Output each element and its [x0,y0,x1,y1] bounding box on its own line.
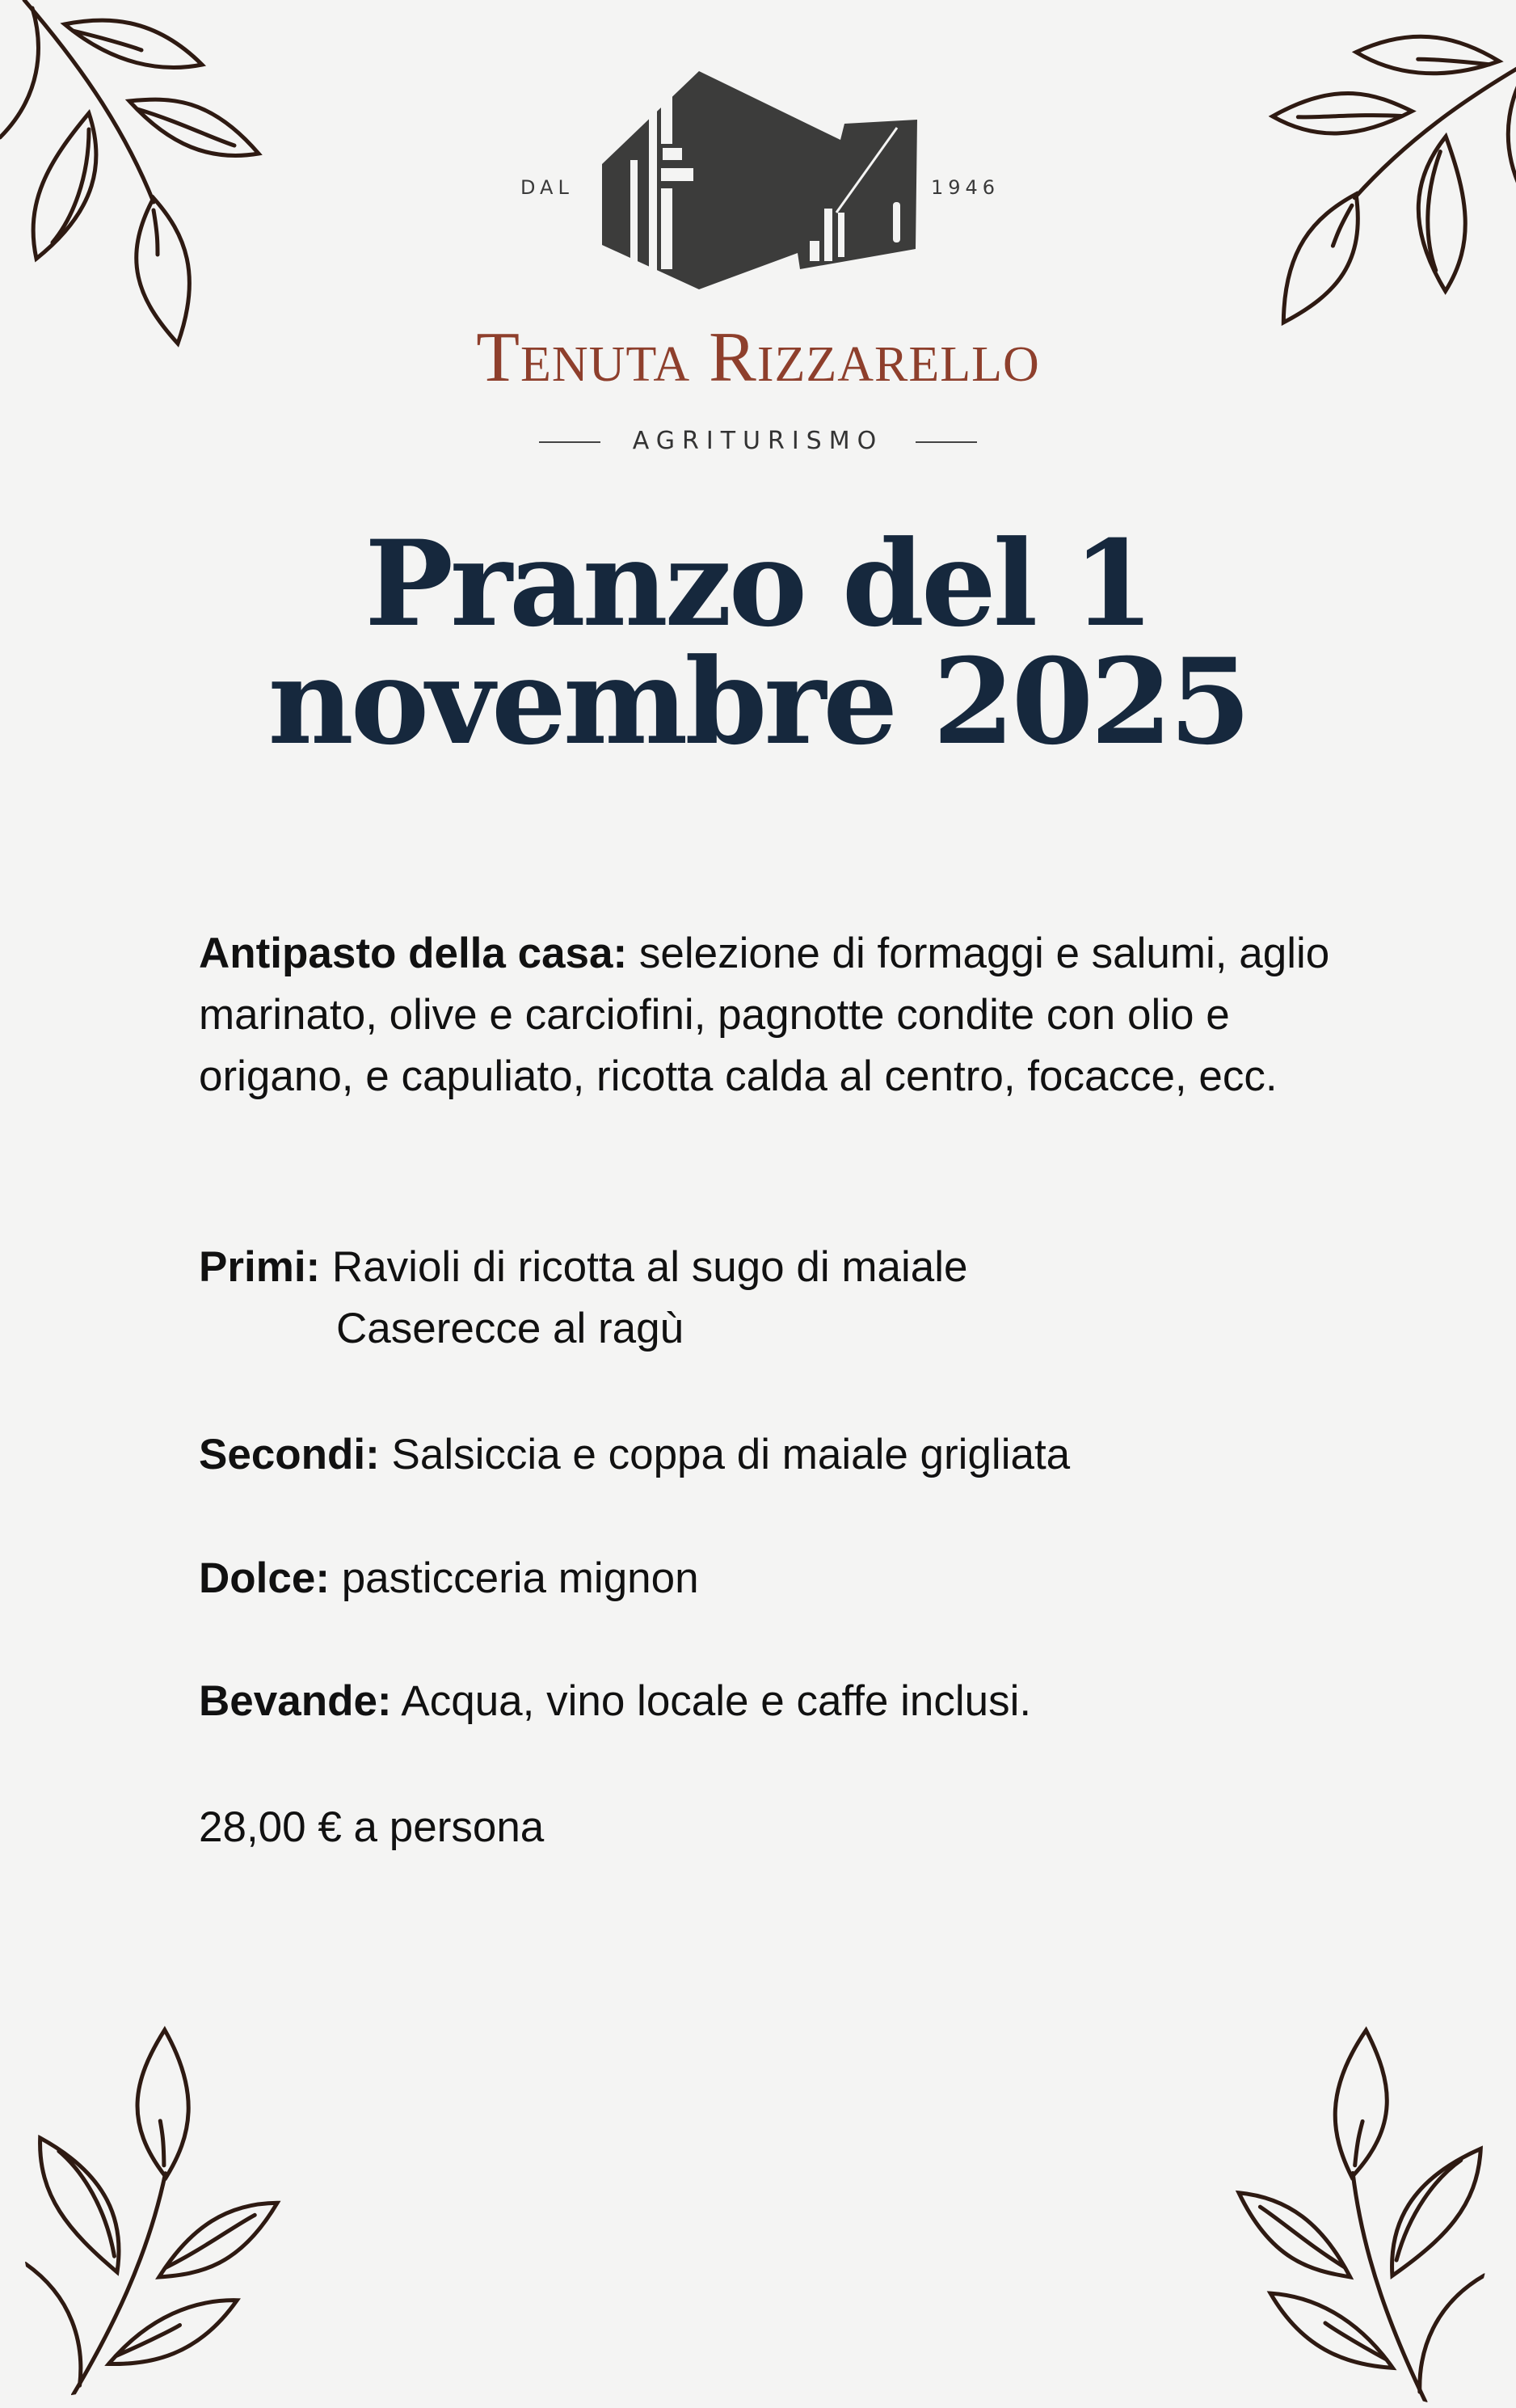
menu-label: Primi: [199,1243,321,1291]
menu-antipasto [199,923,1330,1107]
farmhouse-logo-icon [598,71,921,291]
subtitle-text: AGRITURISMO [632,427,884,455]
leaf-decoration-bottom-right [1168,1989,1516,2408]
divider-line [916,441,977,443]
leaf-decoration-top-left [0,0,291,356]
title-line-2: novembre 2025 [267,633,1249,771]
menu-label: Dolce: [199,1554,330,1602]
menu-label: Secondi: [199,1431,380,1478]
menu-label: Antipasto della casa: [199,930,628,977]
leaf-decoration-bottom-left [0,1998,335,2399]
brand-name: Tenuta Rizzarello [476,318,1040,397]
price-text: 28,00 € a persona [199,1803,545,1851]
menu-primi [199,1237,1330,1360]
menu-text: Salsiccia e coppa di maiale grigliata [379,1431,1071,1478]
divider-line [539,441,600,443]
page-title [0,515,1516,771]
menu-text: Acqua, vino locale e caffe inclusi. [391,1677,1032,1725]
title-line-1: Pranzo del 1 [364,515,1152,653]
menu-bevande [199,1671,1330,1732]
menu-secondi [199,1424,1330,1486]
menu-label: Bevande: [199,1677,392,1725]
logo-year-text: 1946 [931,176,1000,199]
brand-subtitle [0,427,1516,455]
menu-text-second: Caserecce al ragù [336,1305,684,1352]
logo-dal-text: DAL [520,176,574,199]
menu-dolce [199,1548,1330,1609]
menu-text: pasticceria mignon [329,1554,699,1602]
menu-text: selezione di formaggi e salumi, aglio marinato, olive e carciofini, pagnotte condite con olio e origano, e capuliato, ricotta calda al centro, focacce, ecc. [199,930,1330,1100]
menu-text: Ravioli di ricotta al sugo di maiale [320,1243,968,1291]
